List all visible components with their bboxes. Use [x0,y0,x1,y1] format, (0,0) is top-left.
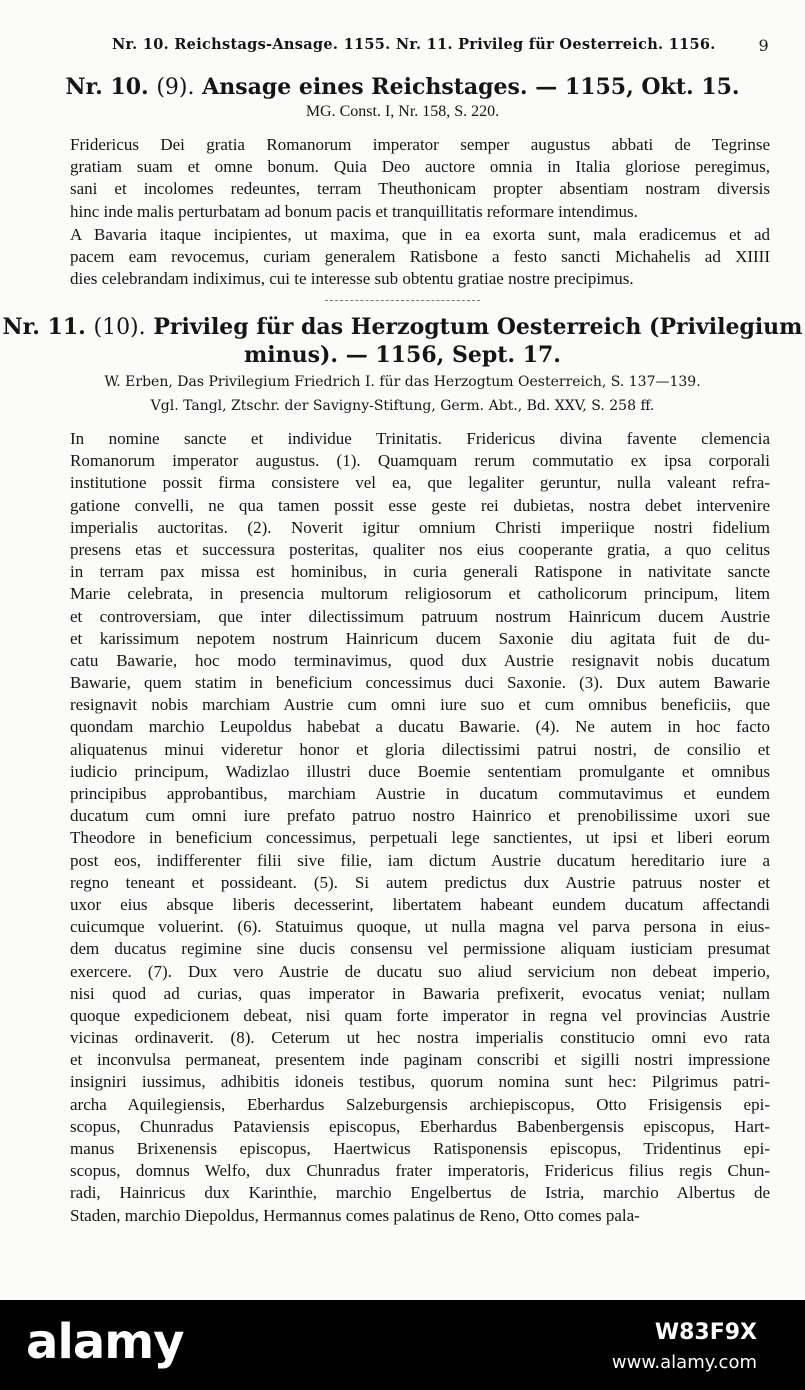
text-line: dies celebrandam indiximus, cui te interesse sub obtentu gratiae nostre precipimus. [70,269,634,289]
text-line: aliquatenus minui videretur honor et gloria dilectissimi patrui nostri, de consilio et [70,739,770,759]
text-line: dem ducatus regimine sine ducis consensu vel permissione aliquam iusticiam presumat [70,939,770,959]
text-line: archa Aquilegiensis, Eberhardus Salzeburgensis archiepiscopus, Otto Frisigensis epi- [70,1094,770,1114]
text-line: insigniri iussimus, adhibitis idoneis testibus, quorum nomina sunt hec: Pilgrimus patri- [70,1072,770,1092]
text-line: Fridericus Dei gratia Romanorum imperator semper augustus abbati de Tegrinse [70,135,770,154]
text-line: Staden, marchio Diepoldus, Hermannus comes palatinus de Reno, Otto comes pala- [70,1205,640,1225]
text-line: Romanorum imperator augustus. (1). Quamquam rerum commutatio ex ipsa corporali [70,451,770,471]
watermark-image-id: W83F9X [654,1320,757,1345]
text-line: catu Bawarie, hoc modo terminavimus, quod dux Austrie resignavit nobis ducatum [70,650,770,670]
document-10-prefix: Nr. 10. [65,74,149,100]
text-line: In nomine sancte et individue Trinitatis. Fridericus divina favente clemencia [70,429,770,448]
text-line: et controversiam, que inter dilectissimum patruum nostrum Hainricum ducem Austrie [70,606,770,626]
text-line: in terram pax missa est hominibus, in curia generali Ratispone in nativitate sancte [70,562,770,582]
text-line: et karissimum nepotem nostrum Hainricum ducem Saxonie diu agitata fuit de du- [70,628,770,648]
document-11-body [70,428,770,1227]
watermark-url: www.alamy.com [611,1352,757,1373]
text-line: nisi quod ad curias, quas imperator in Bawaria prefixerit, evocatus veniat; nullam [70,983,770,1003]
text-line: radi, Hainricus dux Karinthie, marchio Engelbertus de Istria, marchio Albertus de [70,1183,770,1203]
text-line: pacem eam revocemus, curiam generalem Ratisbone a festo sancti Michahelis ad XIIII [70,247,770,267]
text-line: iudicio principum, Wadizlao illustri duce Boemie sententiam promulgante et omnibus [70,761,770,781]
document-10-source: MG. Const. I, Nr. 158, S. 220. [305,103,500,120]
text-line: ducatum cum omni iure prefato patruo nostro Hainrico et prenobilissime uxori sue [70,806,770,826]
text-line: exercere. (7). Dux vero Austrie de ducatu suo aliud servicium non debeat imperio, [70,961,770,981]
watermark-bar [0,1300,805,1390]
text-line: scopus, Chunradus Pataviensis episcopus, Eberhardus Babenbergensis episcopus, Hart- [70,1116,770,1136]
text-line: gratiam suam et omne bonum. Quia Deo auctore omnia in Italia gloriose peregimus, [70,157,770,177]
running-head-text: Nr. 10. Reichstags-Ansage. 1155. Nr. 11. Privileg für Oesterreich. 1156. [112,36,716,53]
text-line: imperialis auctoritas. (2). Noverit igitur omnium Christi imperiique nostri fidelium [70,517,770,537]
text-line: principibus approbantibus, marchiam Austrie in ducatum commutavimus et eundem [70,784,770,803]
document-11-number: (10). [93,315,146,340]
text-line: Marie celebrata, in presencia multorum religiosorum et catholicorum principum, litem [70,584,770,604]
document-11-heading: Privileg für das Herzogtum Oesterreich (Privilegium [153,314,803,340]
section-divider [325,300,480,301]
text-line: resignavit nobis marchiam Austrie cum omni iure suo et cum omnibus beneficiis, que [70,695,770,715]
text-line: quondam marchio Leupoldus habebat a ducatu Bawarie. (4). Ne autem in hoc facto [70,717,770,737]
text-line: scopus, domnus Welfo, dux Chunradus frater imperatoris, Fridericus filius regis Chun- [70,1161,770,1181]
text-line: regno teneant et possideant. (5). Si autem predictus dux Austrie patruus noster et [70,872,770,892]
document-10-title [0,74,805,100]
text-line: cuicumque voluerint. (6). Statuimus quoque, ut nulla magna vel parva persona in eius- [70,917,770,937]
document-10-number: (9). [156,75,195,100]
document-11-title-line-2: minus). — 1156, Sept. 17. [244,342,561,368]
document-11-prefix: Nr. 11. [2,314,86,340]
document-10-paragraph-1 [70,134,770,223]
text-line: presens etas et successura posteritas, qualiter nos eius cooperante gratia, a quo celitus [70,539,770,559]
text-line: uxor eius absque liberis decesserint, libertatem habeant eundem ducatum affectandi [70,894,770,914]
document-11-reference-2: Vgl. Tangl, Ztschr. der Savigny-Stiftung, Germ. Abt., Bd. XXV, S. 258 ff. [150,398,655,414]
text-line: sani et incolomes redeuntes, terram Theuthonicam propter absentiam nostram diversis [70,179,770,199]
text-line: Bawarie, quem statim in beneficium concessimus duci Saxonie. (3). Dux autem Bawarie [70,673,770,693]
text-line: A Bavaria itaque incipientes, ut maxima, que in ea exorta sunt, mala eradicemus et ad [70,225,770,244]
text-line: et inconvulsa permaneat, presentem inde paginam conscribi et sigilli nostri impressione [70,1050,770,1070]
text-line: hinc inde malis perturbatam ad bonum pacis et tranquillitatis reformare intendimus. [70,201,638,221]
page-number: 9 [758,36,769,55]
text-line: gatione convelli, ne qua tamen possit esse geste rei dubietas, nostra debet intervenire [70,495,770,515]
watermark-logo: alamy [26,1314,184,1370]
running-head [112,36,769,53]
document-11-title-line-1 [0,314,805,340]
text-line: vicinas ordinaverit. (8). Ceterum ut hec nostra imperialis constitucio omni evo rata [70,1028,770,1048]
text-line: manus Brixenensis episcopus, Haertwicus Ratisponensis episcopus, Tridentinus epi- [70,1139,770,1158]
document-11-reference-1: W. Erben, Das Privilegium Friedrich I. für das Herzogtum Oesterreich, S. 137—139. [104,374,701,390]
text-line: institutione possit firma consistere vel ea, que legaliter geruntur, nulla valeant refra- [70,473,770,493]
document-10-heading: Ansage eines Reichstages. — 1155, Okt. 15. [202,74,740,100]
document-10-paragraph-2 [70,224,770,291]
text-line: quoque expedicionem debeat, nisi quam forte imperator in regna vel provincias Austrie [70,1005,770,1025]
text-line: post eos, indifferenter filii sive filie, iam dictum Austrie ducatum hereditario iure a [70,850,770,870]
text-line: Theodore in beneficium concessimus, perpetuali lege sanctientes, ut ipsi et liberi eorum [70,828,770,848]
